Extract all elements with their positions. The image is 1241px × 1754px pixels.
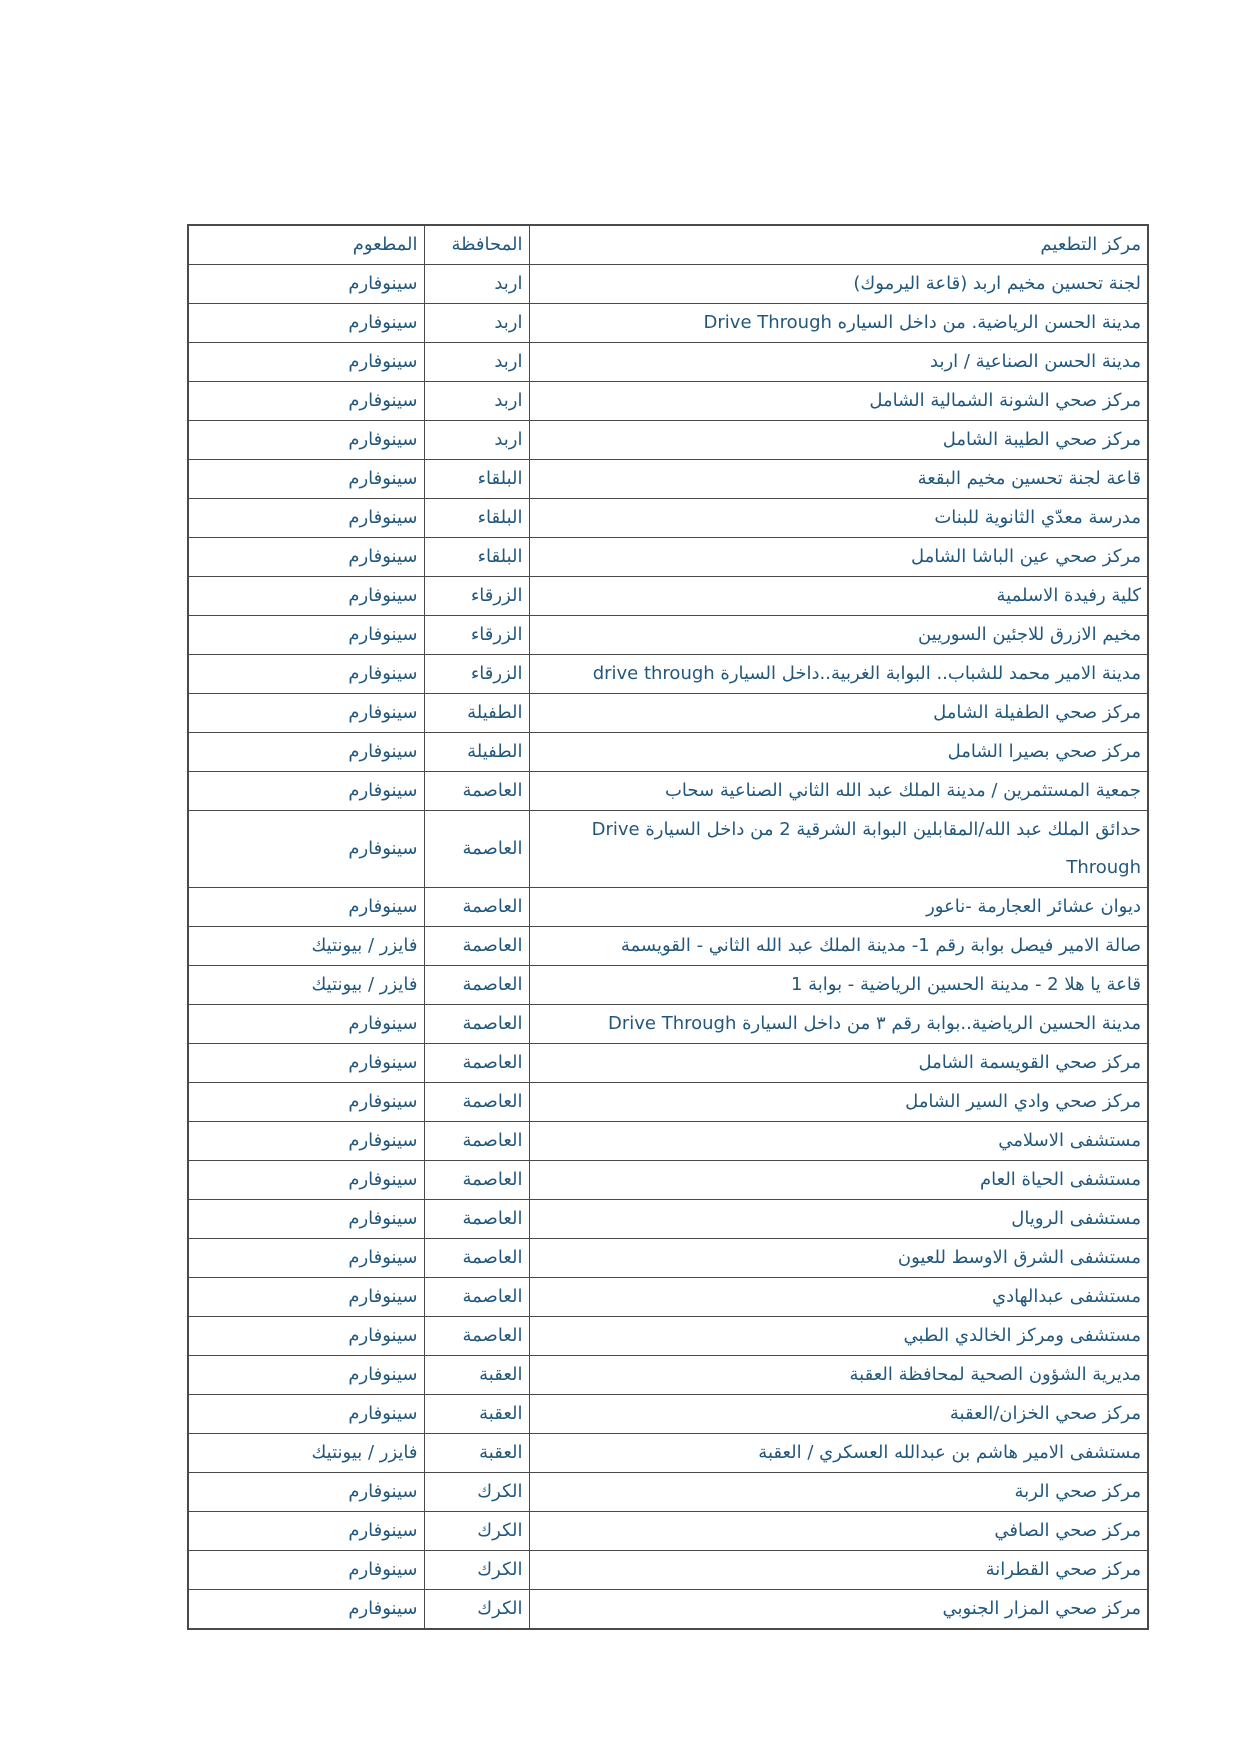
table-row [188, 811, 1148, 888]
cell-governorate: العاصمة [424, 1122, 529, 1161]
table-row [188, 1200, 1148, 1239]
cell-governorate: العاصمة [424, 1044, 529, 1083]
cell-vaccine: سينوفارم [188, 343, 424, 382]
cell-vaccination-center: مركز صحي عين الباشا الشامل [529, 538, 1148, 577]
table-row [188, 1122, 1148, 1161]
cell-vaccination-center: مستشفى الشرق الاوسط للعيون [529, 1239, 1148, 1278]
cell-vaccination-center: مدينة الامير محمد للشباب.. البوابة الغربية..داخل السيارة drive through [529, 655, 1148, 694]
cell-vaccine: فايزر / بيونتيك [188, 927, 424, 966]
cell-governorate: العاصمة [424, 1239, 529, 1278]
cell-vaccine: سينوفارم [188, 1161, 424, 1200]
cell-vaccine: سينوفارم [188, 772, 424, 811]
cell-vaccination-center: قاعة يا هلا 2 - مدينة الحسين الرياضية - بوابة 1 [529, 966, 1148, 1005]
table-row [188, 1317, 1148, 1356]
table-row [188, 577, 1148, 616]
header-governorate: المحافظة [424, 225, 529, 265]
cell-vaccine: سينوفارم [188, 304, 424, 343]
cell-vaccination-center: مديرية الشؤون الصحية لمحافظة العقبة [529, 1356, 1148, 1395]
cell-vaccination-center: قاعة لجنة تحسين مخيم البقعة [529, 460, 1148, 499]
table-row [188, 772, 1148, 811]
cell-vaccination-center: مدرسة معدّي الثانوية للبنات [529, 499, 1148, 538]
cell-vaccination-center: مركز صحي المزار الجنوبي [529, 1590, 1148, 1630]
cell-governorate: العاصمة [424, 1005, 529, 1044]
cell-vaccination-center: مركز صحي الشونة الشمالية الشامل [529, 382, 1148, 421]
table-row [188, 499, 1148, 538]
cell-vaccine: سينوفارم [188, 538, 424, 577]
table-row [188, 1083, 1148, 1122]
cell-vaccine: سينوفارم [188, 694, 424, 733]
table-body [188, 265, 1148, 1630]
cell-vaccine: سينوفارم [188, 1317, 424, 1356]
cell-governorate: العاصمة [424, 927, 529, 966]
table-row [188, 927, 1148, 966]
cell-vaccine: سينوفارم [188, 1356, 424, 1395]
cell-vaccination-center: مركز صحي الطيبة الشامل [529, 421, 1148, 460]
header-vaccination-center: مركز التطعيم [529, 225, 1148, 265]
cell-vaccine: سينوفارم [188, 577, 424, 616]
table-row [188, 966, 1148, 1005]
table-row [188, 1161, 1148, 1200]
cell-governorate: العاصمة [424, 1200, 529, 1239]
table-row [188, 616, 1148, 655]
table-row [188, 655, 1148, 694]
table-row [188, 1434, 1148, 1473]
cell-vaccination-center: مستشفى الامير هاشم بن عبدالله العسكري / العقبة [529, 1434, 1148, 1473]
cell-vaccine: سينوفارم [188, 655, 424, 694]
cell-governorate: الكرك [424, 1551, 529, 1590]
table-row [188, 1278, 1148, 1317]
cell-governorate: الطفيلة [424, 733, 529, 772]
cell-governorate: الطفيلة [424, 694, 529, 733]
cell-vaccine: سينوفارم [188, 1005, 424, 1044]
cell-vaccination-center: لجنة تحسين مخيم اربد (قاعة اليرموك) [529, 265, 1148, 304]
cell-governorate: الكرك [424, 1590, 529, 1630]
cell-governorate: العاصمة [424, 1083, 529, 1122]
cell-governorate: العقبة [424, 1395, 529, 1434]
cell-governorate: اربد [424, 343, 529, 382]
cell-governorate: العاصمة [424, 1278, 529, 1317]
cell-governorate: اربد [424, 265, 529, 304]
vaccination-centers-table [187, 224, 1149, 1630]
cell-vaccine: سينوفارم [188, 1395, 424, 1434]
cell-vaccine: سينوفارم [188, 811, 424, 888]
table-row [188, 1512, 1148, 1551]
cell-vaccine: سينوفارم [188, 421, 424, 460]
table-row [188, 304, 1148, 343]
cell-vaccine: سينوفارم [188, 733, 424, 772]
cell-vaccine: سينوفارم [188, 1512, 424, 1551]
table-row [188, 421, 1148, 460]
table-header-row [188, 225, 1148, 265]
cell-vaccine: سينوفارم [188, 265, 424, 304]
table-row [188, 1044, 1148, 1083]
table-row [188, 1473, 1148, 1512]
cell-governorate: الكرك [424, 1473, 529, 1512]
cell-governorate: العاصمة [424, 888, 529, 927]
cell-governorate: اربد [424, 304, 529, 343]
table-row [188, 733, 1148, 772]
cell-vaccination-center: حدائق الملك عبد الله/المقابلين البوابة الشرقية 2 من داخل السيارة Drive Through [529, 811, 1148, 888]
table-row [188, 1005, 1148, 1044]
cell-governorate: الزرقاء [424, 655, 529, 694]
cell-vaccination-center: مركز صحي الخزان/العقبة [529, 1395, 1148, 1434]
cell-governorate: اربد [424, 421, 529, 460]
cell-vaccination-center: مركز صحي الطفيلة الشامل [529, 694, 1148, 733]
cell-vaccination-center: جمعية المستثمرين / مدينة الملك عبد الله الثاني الصناعية سحاب [529, 772, 1148, 811]
cell-vaccine: سينوفارم [188, 616, 424, 655]
cell-vaccination-center: مركز صحي بصيرا الشامل [529, 733, 1148, 772]
table-row [188, 1551, 1148, 1590]
cell-vaccination-center: مدينة الحسين الرياضية..بوابة رقم ٣ من داخل السيارة Drive Through [529, 1005, 1148, 1044]
table-row [188, 1590, 1148, 1630]
cell-vaccine: سينوفارم [188, 888, 424, 927]
cell-vaccination-center: مستشفى عبدالهادي [529, 1278, 1148, 1317]
table-row [188, 888, 1148, 927]
cell-vaccination-center: مستشفى ومركز الخالدي الطبي [529, 1317, 1148, 1356]
cell-vaccination-center: مستشفى الحياة العام [529, 1161, 1148, 1200]
cell-vaccine: سينوفارم [188, 1122, 424, 1161]
cell-vaccine: سينوفارم [188, 1200, 424, 1239]
table-row [188, 1239, 1148, 1278]
table-row [188, 265, 1148, 304]
cell-vaccine: سينوفارم [188, 1083, 424, 1122]
table-row [188, 1356, 1148, 1395]
cell-vaccination-center: مستشفى الرويال [529, 1200, 1148, 1239]
cell-governorate: البلقاء [424, 499, 529, 538]
table-row [188, 460, 1148, 499]
cell-vaccination-center: مركز صحي الصافي [529, 1512, 1148, 1551]
cell-vaccine: سينوفارم [188, 1278, 424, 1317]
cell-governorate: العاصمة [424, 1317, 529, 1356]
cell-vaccination-center: مستشفى الاسلامي [529, 1122, 1148, 1161]
cell-governorate: الكرك [424, 1512, 529, 1551]
cell-vaccination-center: كلية رفيدة الاسلمية [529, 577, 1148, 616]
cell-vaccination-center: مدينة الحسن الصناعية / اربد [529, 343, 1148, 382]
cell-governorate: العاصمة [424, 966, 529, 1005]
header-vaccine: المطعوم [188, 225, 424, 265]
cell-governorate: اربد [424, 382, 529, 421]
cell-governorate: العاصمة [424, 1161, 529, 1200]
cell-governorate: العاصمة [424, 772, 529, 811]
cell-vaccine: سينوفارم [188, 1551, 424, 1590]
cell-vaccine: سينوفارم [188, 460, 424, 499]
cell-governorate: الزرقاء [424, 616, 529, 655]
table-row [188, 343, 1148, 382]
cell-vaccination-center: مركز صحي القطرانة [529, 1551, 1148, 1590]
cell-vaccine: سينوفارم [188, 1044, 424, 1083]
cell-governorate: الزرقاء [424, 577, 529, 616]
table-row [188, 382, 1148, 421]
cell-vaccination-center: مركز صحي وادي السير الشامل [529, 1083, 1148, 1122]
cell-vaccine: فايزر / بيونتيك [188, 1434, 424, 1473]
cell-governorate: البلقاء [424, 538, 529, 577]
cell-vaccine: سينوفارم [188, 1590, 424, 1630]
cell-governorate: البلقاء [424, 460, 529, 499]
cell-vaccination-center: صالة الامير فيصل بوابة رقم 1- مدينة الملك عبد الله الثاني - القويسمة [529, 927, 1148, 966]
cell-governorate: العقبة [424, 1356, 529, 1395]
cell-vaccine: سينوفارم [188, 1239, 424, 1278]
cell-vaccination-center: مركز صحي الربة [529, 1473, 1148, 1512]
table-row [188, 1395, 1148, 1434]
cell-vaccine: فايزر / بيونتيك [188, 966, 424, 1005]
cell-vaccination-center: مركز صحي القويسمة الشامل [529, 1044, 1148, 1083]
cell-governorate: العاصمة [424, 811, 529, 888]
cell-vaccination-center: ديوان عشائر العجارمة -ناعور [529, 888, 1148, 927]
cell-vaccination-center: مخيم الازرق للاجئين السوريين [529, 616, 1148, 655]
table-row [188, 538, 1148, 577]
cell-vaccine: سينوفارم [188, 382, 424, 421]
cell-vaccination-center: مدينة الحسن الرياضية. من داخل السياره Drive Through [529, 304, 1148, 343]
cell-vaccine: سينوفارم [188, 1473, 424, 1512]
table-row [188, 694, 1148, 733]
cell-governorate: العقبة [424, 1434, 529, 1473]
cell-vaccine: سينوفارم [188, 499, 424, 538]
